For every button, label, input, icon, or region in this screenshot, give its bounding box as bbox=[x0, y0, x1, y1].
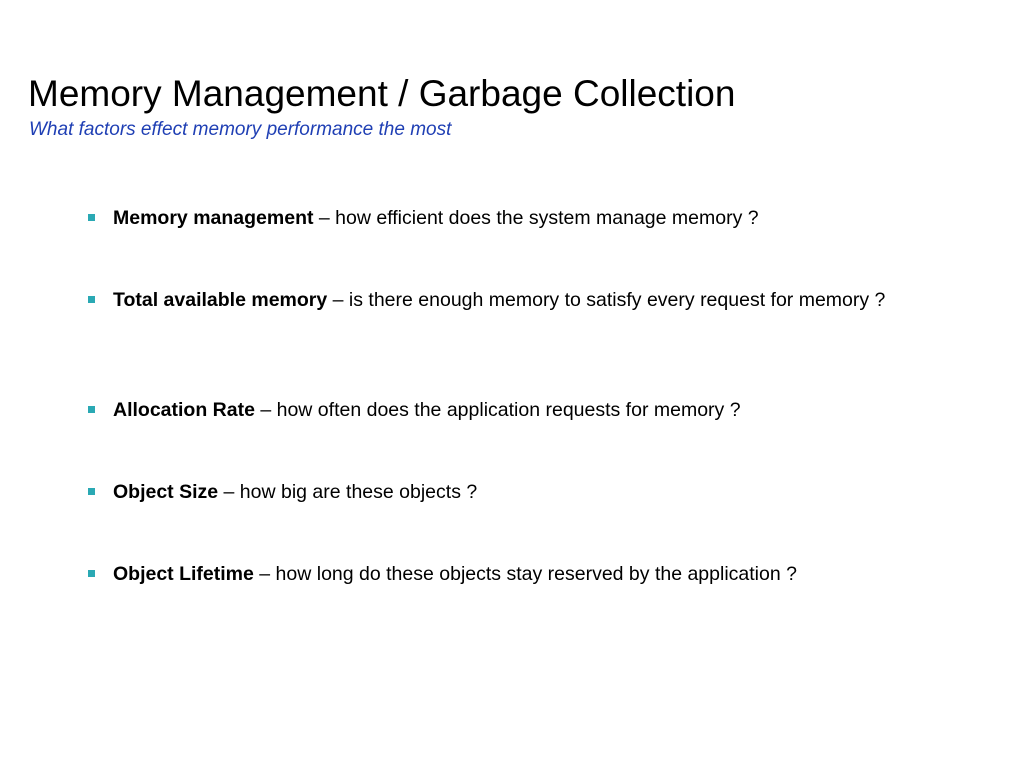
bullet-description: – how big are these objects ? bbox=[218, 481, 478, 503]
bullet-term: Object Lifetime bbox=[113, 563, 254, 585]
bullet-description: – how long do these objects stay reserved by the application ? bbox=[253, 563, 797, 585]
slide-title: Memory Management / Garbage Collection bbox=[28, 73, 736, 114]
bullet-description: – how efficient does the system manage memory ? bbox=[313, 207, 759, 229]
bullet-item-total-available-memory bbox=[88, 286, 918, 314]
bullet-term: Memory management bbox=[113, 207, 314, 229]
bullet-item-allocation-rate bbox=[88, 396, 918, 424]
bullet-term: Object Size bbox=[113, 481, 219, 503]
bullet-item-memory-management bbox=[88, 204, 918, 232]
bullet-text bbox=[113, 478, 918, 506]
bullet-text bbox=[113, 204, 918, 232]
bullet-term: Total available memory bbox=[113, 289, 328, 311]
bullet-text bbox=[113, 286, 918, 314]
square-bullet-icon bbox=[88, 214, 95, 221]
bullet-description: – how often does the application requests for memory ? bbox=[254, 399, 741, 421]
bullet-item-object-size bbox=[88, 478, 918, 506]
square-bullet-icon bbox=[88, 488, 95, 495]
bullet-text bbox=[113, 560, 918, 588]
bullet-description: – is there enough memory to satisfy every request for memory ? bbox=[327, 289, 886, 311]
bullet-text bbox=[113, 396, 918, 424]
square-bullet-icon bbox=[88, 296, 95, 303]
square-bullet-icon bbox=[88, 570, 95, 577]
slide-subtitle: What factors effect memory performance the most bbox=[29, 119, 452, 140]
bullet-term: Allocation Rate bbox=[113, 399, 255, 421]
square-bullet-icon bbox=[88, 406, 95, 413]
bullet-item-object-lifetime bbox=[88, 560, 918, 588]
